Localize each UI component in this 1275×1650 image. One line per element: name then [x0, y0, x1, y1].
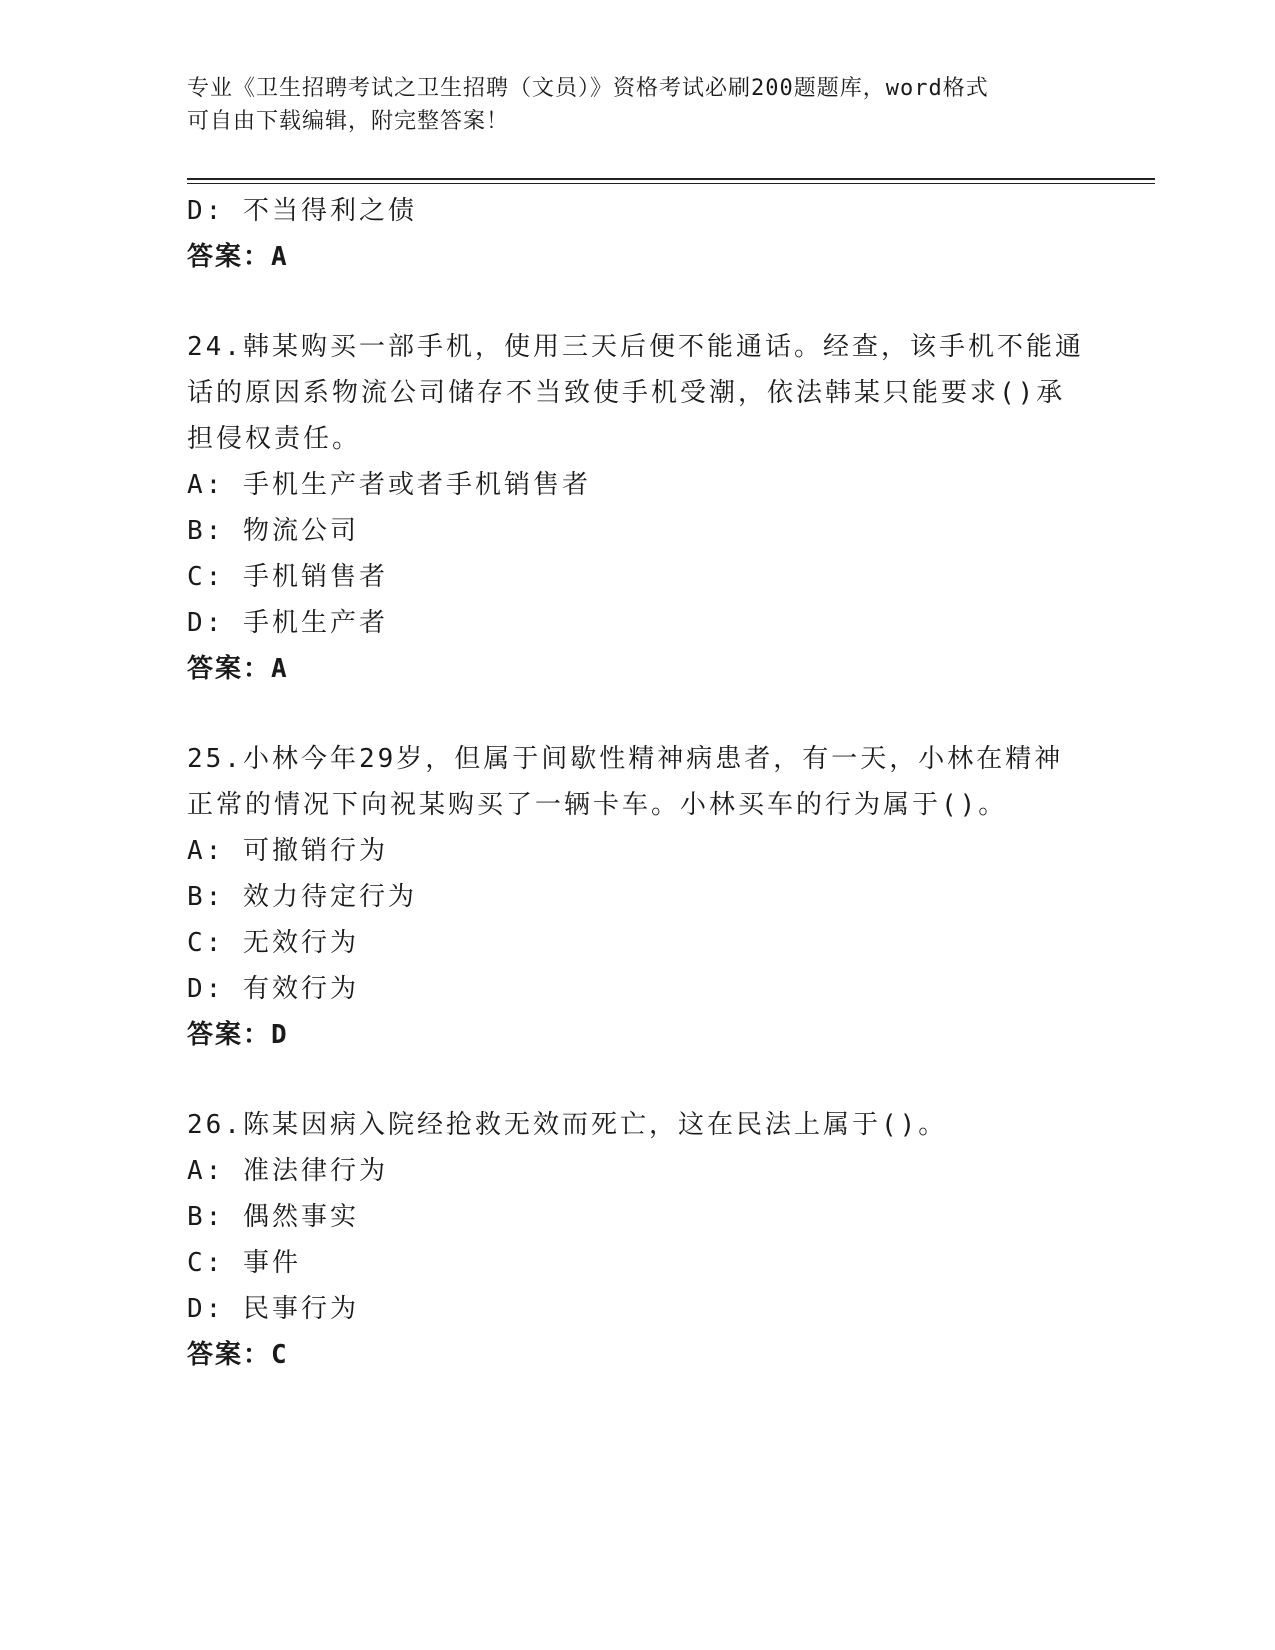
- question-stem-line: 正常的情况下向祝某购买了一辆卡车。小林买车的行为属于()。: [187, 790, 1008, 820]
- option-c: C: 无效行为: [187, 928, 359, 958]
- option-c: C: 事件: [187, 1248, 301, 1278]
- question-25: [187, 736, 1087, 1058]
- answer-line: 答案：D: [187, 1020, 289, 1050]
- option-c: C: 手机销售者: [187, 562, 388, 592]
- question-24: [187, 324, 1087, 692]
- header-line-2: 可自由下载编辑，附完整答案！: [187, 109, 510, 134]
- question-stem-line: 话的原因系物流公司储存不当致使手机受潮，依法韩某只能要求()承: [187, 378, 1066, 408]
- spacer: [187, 692, 1087, 736]
- option-b: B: 偶然事实: [187, 1202, 359, 1232]
- option-b: B: 效力待定行为: [187, 882, 417, 912]
- question-content: [187, 188, 1087, 1378]
- spacer: [187, 1058, 1087, 1102]
- question-stem-line: 24.韩某购买一部手机，使用三天后便不能通话。经查，该手机不能通: [187, 332, 1084, 362]
- option-d: D: 不当得利之债: [187, 196, 417, 226]
- option-d: D: 民事行为: [187, 1294, 359, 1324]
- question-stem-line: 26.陈某因病入院经抢救无效而死亡，这在民法上属于()。: [187, 1110, 948, 1140]
- header-rule-thin: [187, 183, 1155, 184]
- option-d: D: 手机生产者: [187, 608, 388, 638]
- header-line-1: 专业《卫生招聘考试之卫生招聘（文员）》资格考试必刷200题题库，word格式: [187, 76, 989, 101]
- answer-line: 答案：A: [187, 654, 289, 684]
- option-a: A: 准法律行为: [187, 1156, 388, 1186]
- option-b: B: 物流公司: [187, 516, 359, 546]
- option-d: D: 有效行为: [187, 974, 359, 1004]
- spacer: [187, 280, 1087, 324]
- option-a: A: 手机生产者或者手机销售者: [187, 470, 591, 500]
- answer-line: 答案：C: [187, 1340, 289, 1370]
- question-stem-line: 25.小林今年29岁，但属于间歇性精神病患者，有一天，小林在精神: [187, 744, 1064, 774]
- document-header: [187, 72, 1087, 138]
- header-rule-thick: [187, 178, 1155, 180]
- answer-line: 答案：A: [187, 242, 289, 272]
- question-26: [187, 1102, 1087, 1378]
- option-a: A: 可撤销行为: [187, 836, 388, 866]
- question-stem-line: 担侵权责任。: [187, 424, 362, 454]
